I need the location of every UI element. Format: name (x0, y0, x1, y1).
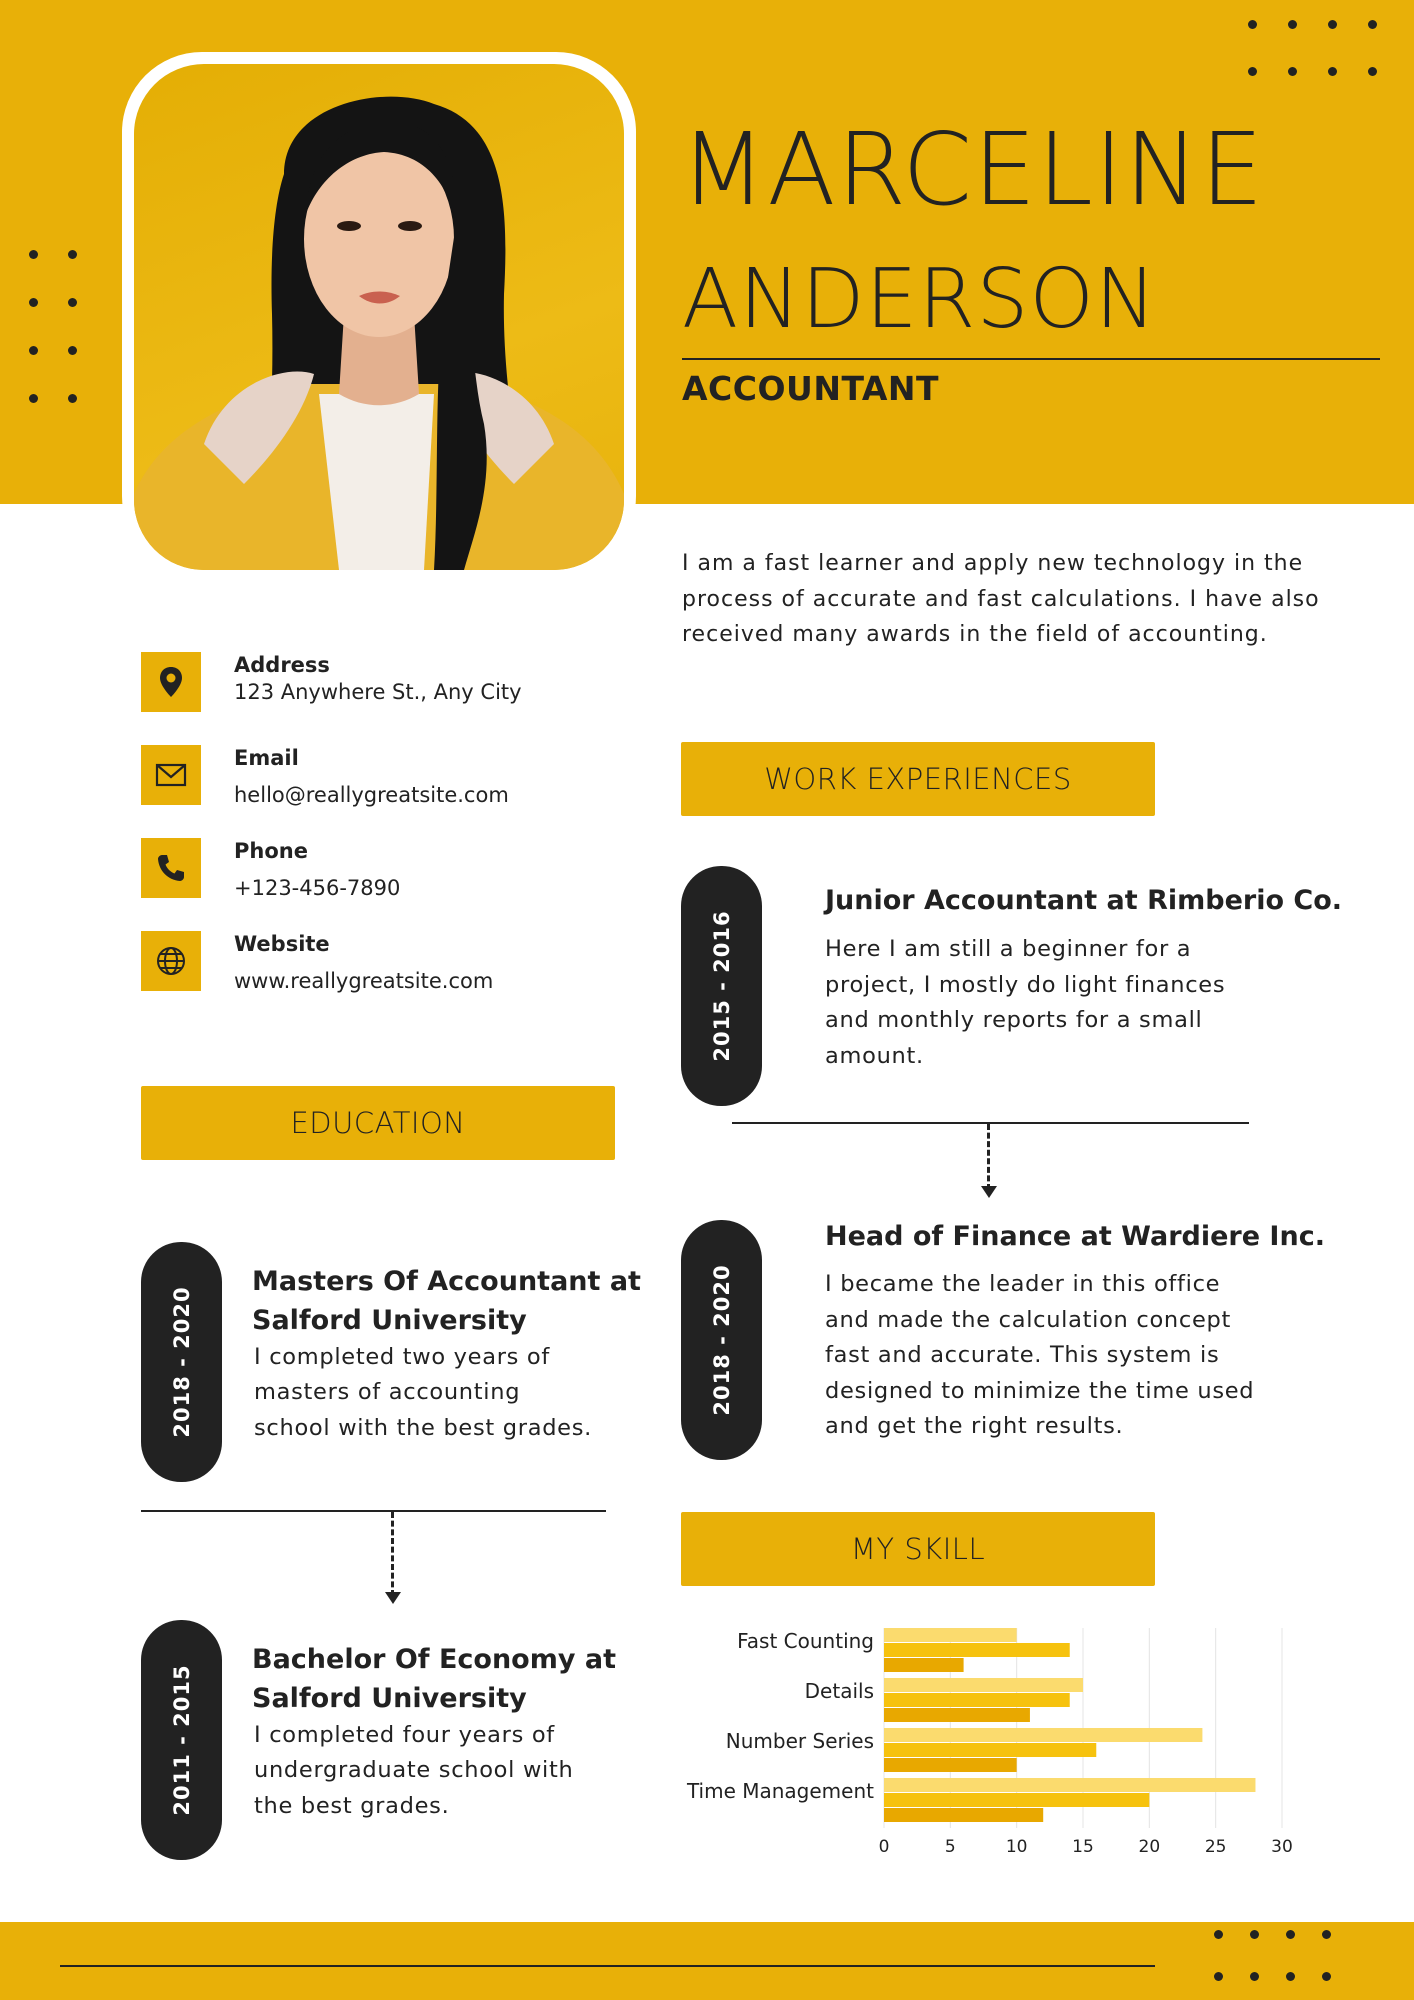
education-1-text-line3: school with the best grades. (254, 1415, 592, 1441)
education-2-years-pill (141, 1620, 222, 1860)
education-2-title-line2: Salford University (252, 1683, 527, 1714)
x-tick-label: 25 (1204, 1837, 1227, 1857)
work-2-years-pill (681, 1220, 762, 1460)
work-1-years: 2015 - 2016 (709, 910, 734, 1062)
website-label: Website (234, 932, 330, 956)
skill-bar (884, 1728, 1202, 1742)
x-tick-label: 30 (1271, 1837, 1293, 1857)
profile-photo (134, 64, 624, 570)
work-2-text-line3: fast and accurate. This system is (825, 1342, 1220, 1368)
skill-chart (680, 1620, 1320, 1860)
skill-bar (884, 1628, 1017, 1642)
website-value[interactable]: www.reallygreatsite.com (234, 969, 494, 993)
skill-bar (884, 1643, 1070, 1657)
category-label: Time Management (686, 1779, 874, 1803)
phone-value: +123-456-7890 (234, 876, 401, 900)
profile-summary: I am a fast learner and apply new technology in the process of accurate and fast calculations. I have also received many awards in the field of accounting. (682, 551, 1320, 647)
education-1-years-pill (141, 1242, 222, 1482)
work-2-years: 2018 - 2020 (709, 1264, 734, 1416)
skill-bar (884, 1743, 1096, 1757)
work-1-title: Junior Accountant at Rimberio Co. (825, 885, 1343, 916)
envelope-icon (141, 745, 201, 805)
work-1-text-line4: amount. (825, 1043, 924, 1069)
work-connector (987, 1124, 990, 1190)
name-divider (682, 358, 1380, 360)
work-1-text-line3: and monthly reports for a small (825, 1007, 1203, 1033)
work-1-text-line2: project, I mostly do light finances (825, 972, 1226, 998)
education-2-years: 2011 - 2015 (169, 1664, 194, 1816)
skills-heading: MY SKILL (681, 1512, 1155, 1586)
email-value[interactable]: hello@reallygreatsite.com (234, 783, 509, 807)
education-2-text-line2: undergraduate school with (254, 1757, 574, 1783)
work-2-text-line4: designed to minimize the time used (825, 1378, 1255, 1404)
education-heading: EDUCATION (141, 1086, 615, 1160)
work-2-text-line2: and made the calculation concept (825, 1307, 1231, 1333)
phone-label: Phone (234, 839, 308, 863)
x-tick-label: 20 (1138, 1837, 1161, 1857)
education-2-title-line1: Bachelor Of Economy at (252, 1644, 616, 1675)
skill-bar (884, 1658, 964, 1672)
x-tick-label: 10 (1005, 1837, 1028, 1857)
footer-rule (60, 1965, 1155, 1967)
globe-icon (141, 931, 201, 991)
skill-bar (884, 1693, 1070, 1707)
education-1-years: 2018 - 2020 (169, 1286, 194, 1438)
education-1-text-line1: I completed two years of (254, 1344, 551, 1370)
skill-bar (884, 1808, 1043, 1822)
education-divider (141, 1510, 606, 1512)
work-2-text-line5: and get the right results. (825, 1413, 1124, 1439)
address-label: Address (234, 653, 330, 677)
category-label: Details (804, 1679, 874, 1703)
education-2-text-line1: I completed four years of (254, 1722, 555, 1748)
work-2-text-line1: I became the leader in this office (825, 1271, 1221, 1297)
email-label: Email (234, 746, 299, 770)
education-1-title-line2: Salford University (252, 1305, 527, 1336)
map-pin-icon (141, 652, 201, 712)
x-tick-label: 15 (1072, 1837, 1094, 1857)
skill-bar (884, 1758, 1017, 1772)
education-1-title-line1: Masters Of Accountant at (252, 1266, 641, 1297)
x-tick-label: 0 (878, 1837, 890, 1857)
category-label: Fast Counting (737, 1629, 874, 1653)
phone-icon (141, 838, 201, 898)
education-1-text-line2: masters of accounting (254, 1379, 521, 1405)
category-label: Number Series (725, 1729, 874, 1753)
arrow-down-icon (981, 1186, 997, 1198)
work-1-text-line1: Here I am still a beginner for a (825, 936, 1192, 962)
job-title: ACCOUNTANT (682, 369, 940, 408)
work-divider (732, 1122, 1249, 1124)
address-value: 123 Anywhere St., Any City (234, 680, 522, 704)
x-tick-label: 5 (944, 1837, 956, 1857)
work-1-years-pill (681, 866, 762, 1106)
skill-bar (884, 1793, 1149, 1807)
last-name: ANDERSON (682, 252, 1158, 347)
work-heading: WORK EXPERIENCES (681, 742, 1155, 816)
skill-bar (884, 1778, 1255, 1792)
skill-bar (884, 1708, 1030, 1722)
education-2-text-line3: the best grades. (254, 1793, 450, 1819)
first-name: MARCELINE (680, 111, 1265, 228)
arrow-down-icon (385, 1592, 401, 1604)
work-2-title: Head of Finance at Wardiere Inc. (825, 1221, 1325, 1252)
footer-band (0, 1922, 1414, 2000)
education-connector (391, 1512, 394, 1596)
skill-bar (884, 1678, 1083, 1692)
